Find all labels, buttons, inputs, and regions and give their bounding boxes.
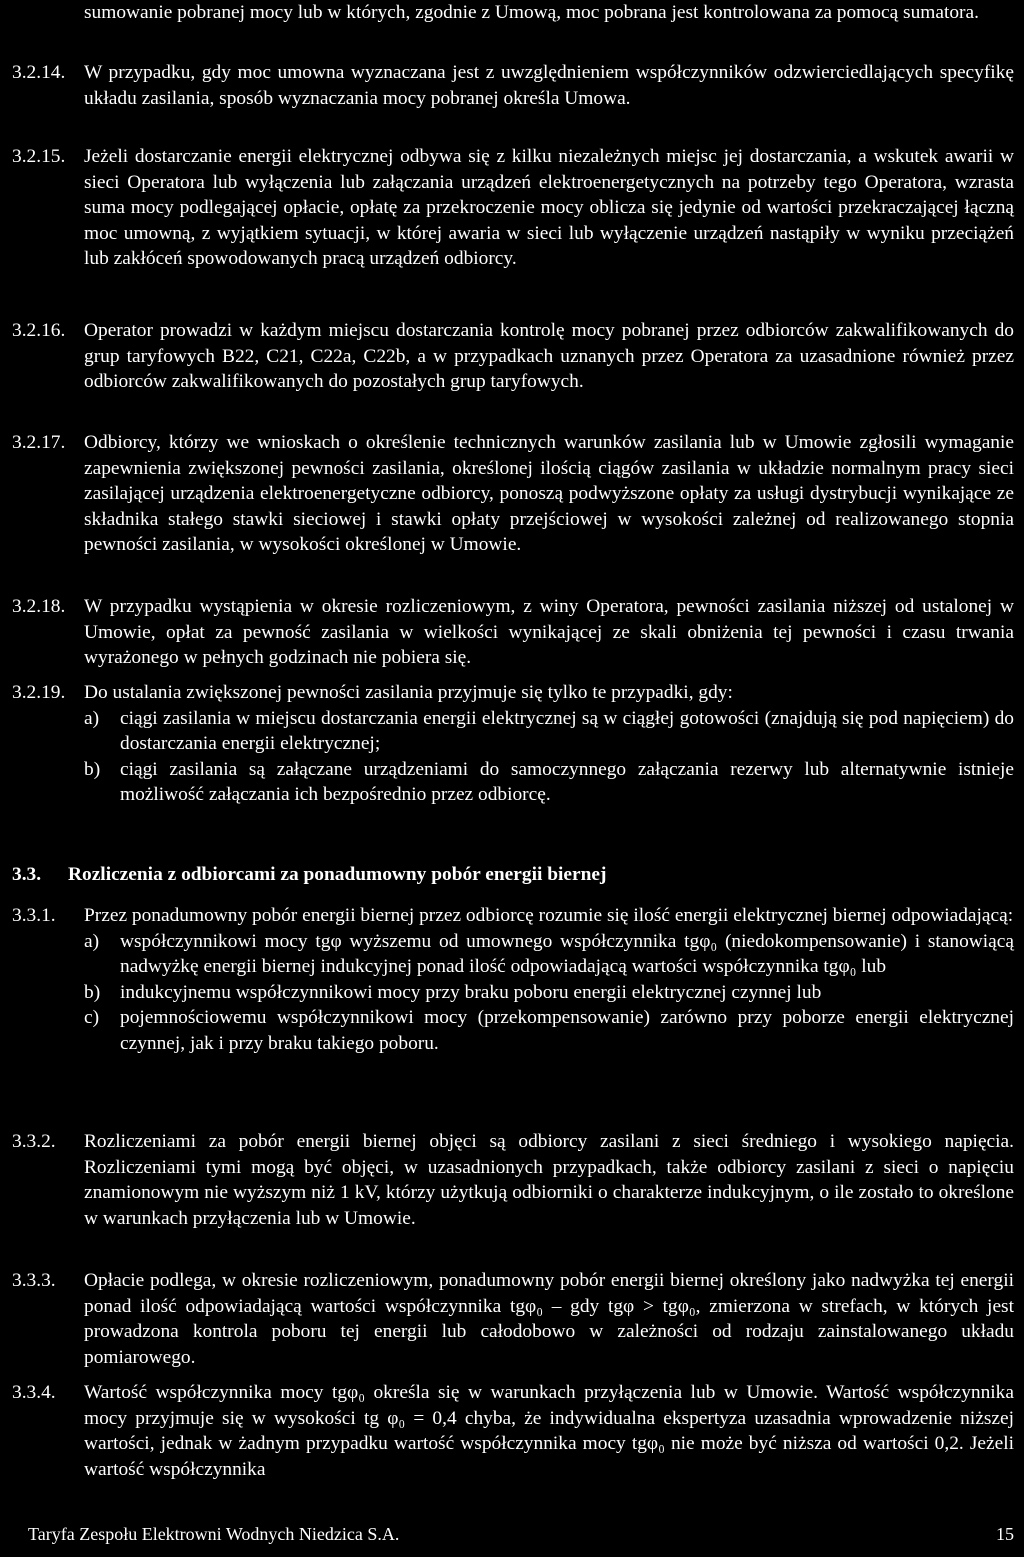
item-number: 3.2.19. <box>12 682 66 703</box>
footer-text: Taryfa Zespołu Elektrowni Wodnych Niedzica S.A. <box>28 1524 400 1544</box>
item-text: Rozliczeniami za pobór energii biernej objęci są odbiorcy zasilani z sieci średniego i wysokiego napięcia. Rozliczeniami tymi mogą być objęci, w uzasadnionych przypadkach, także odbiorcy zasilani z sieci o napięciu znamionowym nie wyższym niż 1 kV, którzy użytkują odbiorniki o charakterze indukcyjnym, o ile zostało to określone w warunkach przyłączenia lub w Umowie. <box>84 1131 1014 1229</box>
item-text: Wartość współczynnika mocy tgφ₀ określa się w warunkach przyłączenia lub w Umowie. Wartość współczynnika mocy przyjmuje się w wysokości tg φ₀ = 0,4 chyba, że indywidualna ekspertyza uzasadnia wprowadzenie niższej wartości, jednak w żadnym przypadku wartość współczynnika mocy tgφ₀ nie może być niższa od wartości 0,2. Jeżeli wartość współczynnika <box>84 1382 1014 1480</box>
item-3-3-4 <box>12 1380 1014 1482</box>
section-number: 3.3. <box>12 864 42 885</box>
sub-item-text: indukcyjnemu współczynnikowi mocy przy braku poboru energii elektrycznej czynnej lub <box>120 981 822 1003</box>
sub-item-b <box>84 757 1014 808</box>
item-3-2-16 <box>12 318 1014 395</box>
item-number: 3.3.2. <box>12 1131 56 1152</box>
sub-item-c <box>84 1005 1014 1056</box>
item-text: Jeżeli dostarczanie energii elektrycznej odbywa się z kilku niezależnych miejsc jej dostarczania, a wskutek awarii w sieci Operatora lub wyłączenia lub załączania urządzeń elektroenergetycznych na potrzeby tego Operatora, wzrasta suma mocy podlegającej opłacie, opłatę za przekroczenie mocy oblicza się jedynie od wartości przekraczającej łączną moc umowną, z wyjątkiem sytuacji, w której awaria w sieci lub wyłączenie urządzeń nastąpiły w wyniku przeciążeń lub zakłóceń spowodowanych pracą urządzeń odbiorcy. <box>84 146 1014 269</box>
sub-item-label: b) <box>84 981 101 1003</box>
item-3-2-15 <box>12 144 1014 272</box>
sub-item-text: ciągi zasilania w miejscu dostarczania energii elektrycznej są w ciągłej gotowości (znajdują się pod napięciem) do dostarczania energii elektrycznej; <box>120 707 1014 754</box>
item-number: 3.3.3. <box>12 1270 56 1291</box>
section-title: Rozliczenia z odbiorcami za ponadumowny pobór energii biernej <box>68 864 607 885</box>
sub-item-label: b) <box>84 758 101 780</box>
item-3-2-18 <box>12 594 1014 671</box>
item-text: W przypadku wystąpienia w okresie rozliczeniowym, z winy Operatora, pewności zasilania niższej od ustalonej w Umowie, opłat za pewność zasilania w wielkości wynikającej ze skali obniżenia tej pewności i czasu trwania wyrażonego w pełnych godzinach nie pobiera się. <box>84 596 1014 668</box>
lead-paragraph: sumowanie pobranej mocy lub w których, zgodnie z Umową, moc pobrana jest kontrolowana za pomocą sumatora. <box>84 2 979 23</box>
item-3-2-17 <box>12 430 1014 558</box>
item-text: W przypadku, gdy moc umowna wyznaczana jest z uwzględnieniem współczynników odzwierciedlających specyfikę układu zasilania, sposób wyznaczania mocy pobranej określa Umowa. <box>84 62 1014 109</box>
item-text: Przez ponadumowny pobór energii biernej przez odbiorcę rozumie się ilość energii elektrycznej biernej odpowiadającą: <box>84 905 1014 926</box>
sub-item-label: a) <box>84 930 100 952</box>
sub-item-text: współczynnikowi mocy tgφ wyższemu od umownego współczynnika tgφ₀ (niedokompensowanie) i stanowiącą nadwyżkę energii biernej indukcyjnej ponad ilość odpowiadającą wartości współczynnika tgφ₀ lub <box>120 930 1014 977</box>
item-3-2-14 <box>12 60 1014 111</box>
item-number: 3.2.18. <box>12 596 66 617</box>
item-text: Opłacie podlega, w okresie rozliczeniowym, ponadumowny pobór energii biernej określony jako nadwyżka tej energii ponad ilość odpowiadającą wartości współczynnika tgφ₀ – gdy tgφ > tgφ₀, zmierzona w strefach, w których jest prowadzona kontrola poboru tej energii lub całodobowo w zależności od rodzaju zainstalowanego układu pomiarowego. <box>84 1270 1014 1368</box>
item-text: Do ustalania zwiększonej pewności zasilania przyjmuje się tylko te przypadki, gdy: <box>84 682 733 703</box>
item-number: 3.2.16. <box>12 320 66 341</box>
item-number: 3.3.4. <box>12 1382 56 1403</box>
sub-item-label: a) <box>84 707 100 729</box>
sub-item-label: c) <box>84 1007 100 1028</box>
sub-item-a <box>84 929 1014 980</box>
page-number: 15 <box>996 1524 1014 1544</box>
item-3-3-3 <box>12 1268 1014 1370</box>
item-3-2-19 <box>12 680 1014 808</box>
item-number: 3.3.1. <box>12 905 56 926</box>
item-text: Operator prowadzi w każdym miejscu dostarczania kontrolę mocy pobranej przez odbiorców zakwalifikowanych do grup taryfowych B22, C21, C22a, C22b, a w przypadkach uznanych przez Operatora za uzasadnione również przez odbiorców zakwalifikowanych do pozostałych grup taryfowych. <box>84 320 1014 392</box>
item-number: 3.2.14. <box>12 62 66 83</box>
item-3-3-1 <box>12 903 1014 1056</box>
item-text: Odbiorcy, którzy we wnioskach o określenie technicznych warunków zasilania lub w Umowie zgłosili wymaganie zapewnienia zwiększonej pewności zasilania, określonej ilością ciągów zasilania w układzie normalnym pracy sieci zasilającej urządzenia elektroenergetyczne odbiorcy, ponoszą podwyższone opłaty za usługi dystrybucji wynikające ze składnika stałego stawki sieciowej i stawki opłaty przejściowej w wysokości zależnej od realizowanego stopnia pewności zasilania, w wysokości określonej w Umowie. <box>84 432 1014 555</box>
item-3-3-2 <box>12 1129 1014 1231</box>
item-number: 3.2.17. <box>12 432 66 453</box>
item-number: 3.2.15. <box>12 146 66 167</box>
sub-item-b <box>84 980 1014 1006</box>
sub-item-a <box>84 706 1014 757</box>
sub-item-text: pojemnościowemu współczynnikowi mocy (przekompensowanie) zarówno przy poborze energii elektrycznej czynnej, jak i przy braku takiego poboru. <box>120 1007 1014 1054</box>
page-footer <box>28 1522 1020 1548</box>
sub-item-text: ciągi zasilania są załączane urządzeniami do samoczynnego załączania rezerwy lub alternatywnie istnieje możliwość załączania ich bezpośrednio przez odbiorcę. <box>120 758 1014 805</box>
